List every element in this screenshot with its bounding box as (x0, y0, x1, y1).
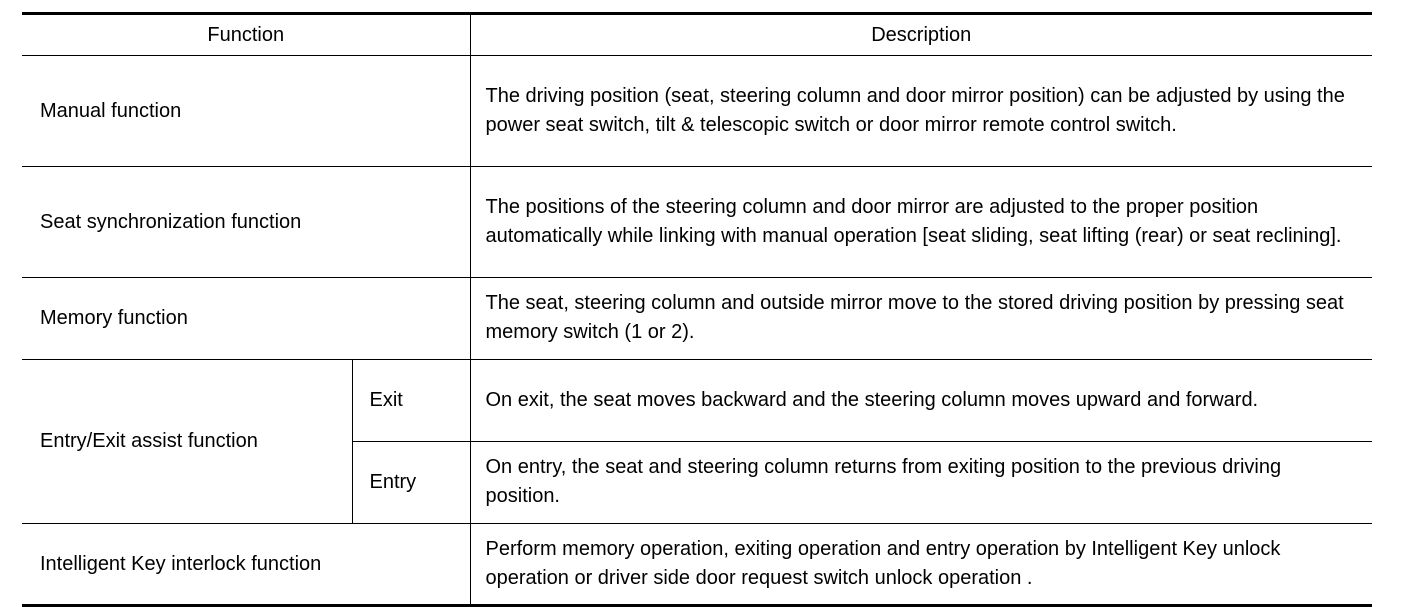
table-row (22, 524, 1372, 606)
function-cell: Manual function (22, 56, 470, 167)
sub-function-cell: Exit (352, 360, 470, 442)
header-description: Description (470, 14, 1372, 56)
function-cell: Seat synchronization function (22, 167, 470, 278)
function-description-table (22, 12, 1372, 607)
description-cell: The driving position (seat, steering column and door mirror position) can be adjusted by using the power seat switch, tilt & telescopic switch or door mirror remote control switch. (470, 56, 1372, 167)
sub-function-cell: Entry (352, 442, 470, 524)
table-row (22, 360, 1372, 442)
function-cell: Intelligent Key interlock function (22, 524, 470, 606)
function-cell: Memory function (22, 278, 470, 360)
function-cell: Entry/Exit assist function (22, 360, 352, 524)
description-cell: On exit, the seat moves backward and the steering column moves upward and forward. (470, 360, 1372, 442)
description-cell: Perform memory operation, exiting operation and entry operation by Intelligent Key unlock operation or driver side door request switch unlock operation . (470, 524, 1372, 606)
description-cell: The seat, steering column and outside mirror move to the stored driving position by pressing seat memory switch (1 or 2). (470, 278, 1372, 360)
table-row (22, 167, 1372, 278)
description-cell: The positions of the steering column and door mirror are adjusted to the proper position automatically while linking with manual operation [seat sliding, seat lifting (rear) or seat reclining]. (470, 167, 1372, 278)
table-row (22, 278, 1372, 360)
table-row (22, 56, 1372, 167)
description-cell: On entry, the seat and steering column returns from exiting position to the previous driving position. (470, 442, 1372, 524)
table-header-row (22, 14, 1372, 56)
header-function: Function (22, 14, 470, 56)
